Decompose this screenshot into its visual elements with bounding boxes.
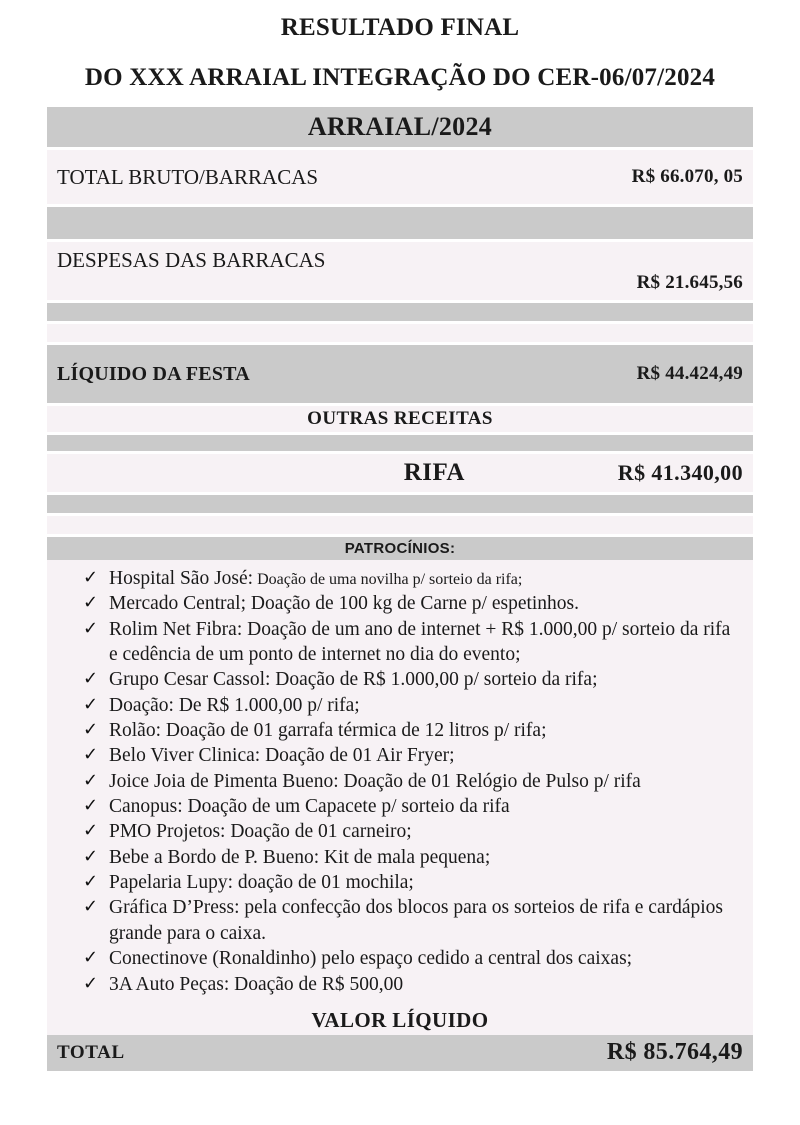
sponsor-text [109,769,739,794]
table-row-spacer-4 [47,435,753,451]
sponsor-text [109,667,739,692]
sponsors-list [47,560,753,1007]
spacer-left-cell [47,207,481,239]
check-icon: ✓ [83,795,99,817]
check-icon: ✓ [83,896,99,918]
despesas-value-cell [481,242,753,300]
check-icon: ✓ [83,769,99,791]
footer-table [47,1007,753,1071]
sponsor-list-item [47,617,753,668]
spacer-right-cell [481,207,753,239]
sponsor-list-item [47,718,753,743]
total-bruto-label-cell [47,150,481,204]
sponsor-name: Grupo Cesar Cassol: Doação de R$ 1.000,00 p/ sorteio da rifa; [109,669,598,691]
total-value-cell [481,1035,753,1071]
check-icon: ✓ [83,719,99,741]
table-row-patrocinios-heading [47,537,753,560]
check-icon: ✓ [83,820,99,842]
despesas-label-cell [47,242,481,300]
sponsor-name: 3A Auto Peças: Doação de R$ 500,00 [109,973,404,995]
table-row-spacer-2 [47,303,753,321]
sponsor-list-item [47,895,753,946]
rifa-value-cell [481,454,753,492]
table-row-rifa [47,454,753,492]
table-row-spacer-5 [47,495,753,513]
total-value: R$ 85.764,49 [606,1039,743,1066]
total-bruto-value: R$ 66.070, 05 [631,166,743,187]
table-row-despesas [47,242,753,300]
financial-table [47,107,753,560]
sponsor-name: Hospital São José: [109,568,254,589]
liquido-festa-value: R$ 44.424,49 [636,363,743,384]
sponsor-name: Belo Viver Clinica: Doação de 01 Air Fryer; [109,745,455,767]
sponsor-text [109,972,739,997]
sponsor-list-item [47,946,753,971]
total-label: TOTAL [57,1041,125,1063]
check-icon: ✓ [83,744,99,766]
page-title-line-1: RESULTADO FINAL [280,14,520,41]
check-icon: ✓ [83,567,99,588]
sponsor-list-item [47,743,753,768]
check-icon: ✓ [83,947,99,969]
check-icon: ✓ [83,592,99,614]
patrocinios-heading: PATROCÍNIOS: [344,540,456,557]
table-row-outras-receitas [47,406,753,432]
spacer-band-light-cell [47,324,753,342]
rifa-label-cell [47,454,481,492]
sponsor-text [109,566,739,591]
liquido-festa-value-cell [481,345,753,403]
sponsor-name: Joice Joia de Pimenta Bueno: Doação de 01 Relógio de Pulso p/ rifa [109,770,641,792]
check-icon: ✓ [83,871,99,893]
sponsor-text [109,718,739,743]
sponsor-name: Papelaria Lupy: doação de 01 mochila; [109,872,414,894]
sponsor-list-item [47,870,753,895]
valor-liquido-label: VALOR LÍQUIDO [311,1008,489,1033]
sponsor-text [109,617,739,668]
liquido-festa-label: LÍQUIDO DA FESTA [57,362,250,385]
sponsor-name: Rolão: Doação de 01 garrafa térmica de 12 litros p/ rifa; [109,720,547,742]
sponsor-name: Canopus: Doação de um Capacete p/ sorteio da rifa [109,796,510,818]
patrocinios-heading-cell [47,537,753,560]
band-title-text: ARRAIAL/2024 [307,112,493,141]
sponsor-text [109,693,739,718]
check-icon: ✓ [83,845,99,867]
check-icon: ✓ [83,693,99,715]
sponsor-list-item [47,591,753,616]
spacer-band-cell-2 [47,435,753,451]
band-title-cell [47,107,753,147]
sponsor-text [109,591,739,616]
rifa-value: R$ 41.340,00 [617,460,743,485]
total-bruto-label: TOTAL BRUTO/BARRACAS [57,164,319,189]
sponsor-text [109,895,739,946]
sponsor-list-item [47,819,753,844]
total-label-cell [47,1035,481,1071]
outras-receitas-cell [47,406,753,432]
sponsor-name: Conectinove (Ronaldinho) pelo espaço cedido a central dos caixas; [109,948,633,970]
sponsor-name: Rolim Net Fibra: Doação de um ano de internet + R$ 1.000,00 p/ sorteio da rifa e cedência de um ponto de internet no dia do evento; [109,618,731,666]
table-row-spacer-6 [47,516,753,534]
despesas-label: DESPESAS DAS BARRACAS [57,248,326,272]
page-title-line-2: DO XXX ARRAIAL INTEGRAÇÃO DO CER-06/07/2024 [84,63,716,91]
sponsor-text [109,845,739,870]
sponsor-name: Mercado Central; Doação de 100 kg de Carne p/ espetinhos. [109,593,580,615]
total-bruto-value-cell [481,150,753,204]
check-icon: ✓ [83,617,99,639]
table-row-total-bruto [47,150,753,204]
table-row-valor-liquido [47,1007,753,1035]
table-row-spacer-3 [47,324,753,342]
outras-receitas-label: OUTRAS RECEITAS [307,408,493,429]
check-icon: ✓ [83,972,99,994]
sponsor-list-item [47,566,753,591]
sponsor-name: Bebe a Bordo de P. Bueno: Kit de mala pequena; [109,846,491,868]
sponsor-text [109,743,739,768]
sponsor-text [109,946,739,971]
table-row-spacer-1 [47,207,753,239]
sponsor-list-item [47,794,753,819]
rifa-label: RIFA [403,459,465,486]
sponsor-name: Gráfica D’Press: pela confecção dos blocos para os sorteios de rifa e cardápios grande para o caixa. [109,897,724,944]
table-row-total [47,1035,753,1071]
table-row-band-title [47,107,753,147]
valor-liquido-cell [47,1007,753,1035]
spacer-band-cell [47,303,753,321]
spacer-band-light-cell-2 [47,516,753,534]
sponsor-list-item [47,845,753,870]
sponsor-description: Doação de uma novilha p/ sorteio da rifa; [253,571,523,588]
sponsor-list-item [47,667,753,692]
sponsor-text [109,794,739,819]
sponsor-text [109,819,739,844]
sponsor-name: PMO Projetos: Doação de 01 carneiro; [109,821,412,843]
spacer-band-cell-3 [47,495,753,513]
despesas-value: R$ 21.645,56 [636,272,743,293]
sponsor-list-item [47,693,753,718]
sponsor-list-item [47,972,753,997]
sponsor-text [109,870,739,895]
sponsor-name: Doação: De R$ 1.000,00 p/ rifa; [109,694,360,716]
table-row-liquido-festa [47,345,753,403]
check-icon: ✓ [83,668,99,690]
sponsor-list-item [47,769,753,794]
liquido-festa-label-cell [47,345,481,403]
